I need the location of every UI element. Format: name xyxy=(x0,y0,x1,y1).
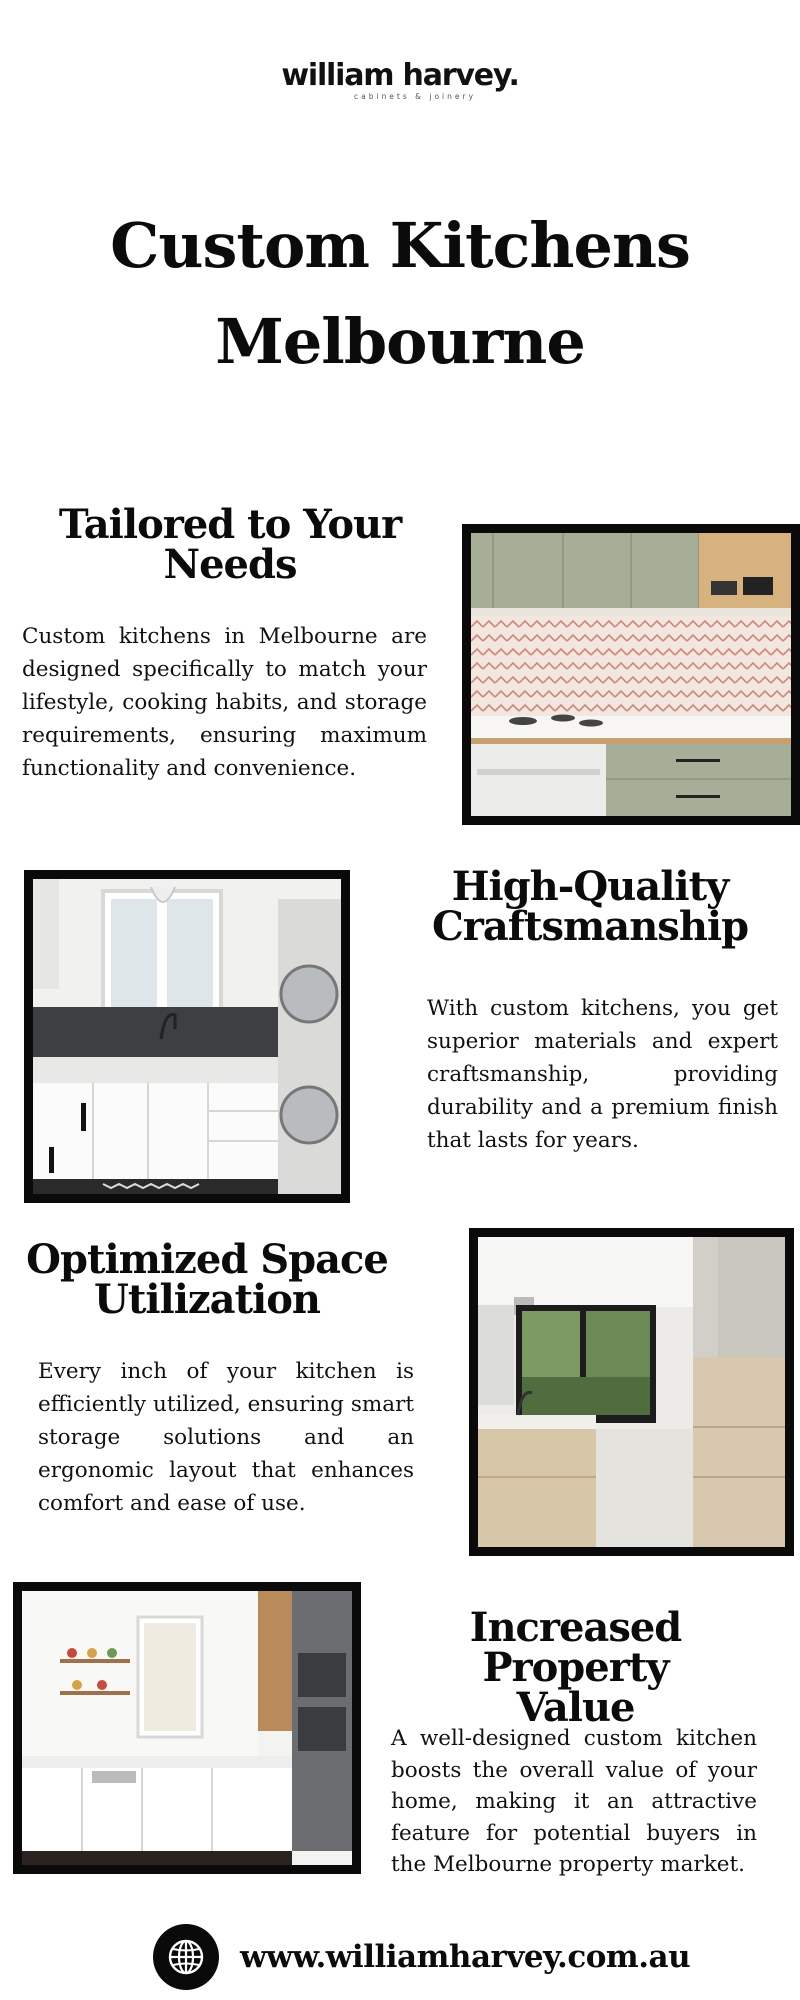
section-2-heading xyxy=(385,863,795,950)
kitchen-photo-white-window-image xyxy=(33,879,341,1194)
website-link[interactable]: www.williamharvey.com.au xyxy=(240,1939,691,1975)
globe-badge[interactable] xyxy=(153,1924,219,1990)
kitchen-photo-green-cabinets-image xyxy=(471,533,791,816)
kitchen-photo-white-window xyxy=(24,870,350,1203)
section-2-heading-line-2: Craftsmanship xyxy=(431,903,749,950)
section-4-heading-line-1: Increased Property xyxy=(469,1604,682,1691)
logo-tagline: cabinets & joinery xyxy=(353,92,477,101)
section-3-heading-line-1: Optimized Space xyxy=(26,1236,388,1283)
section-1-heading xyxy=(30,501,430,588)
brand-logo xyxy=(0,58,800,101)
globe-icon xyxy=(166,1937,206,1977)
kitchen-photo-island-garden xyxy=(469,1228,794,1556)
page-title-line-1: Custom Kitchens xyxy=(110,209,690,282)
section-1-text: Custom kitchens in Melbourne are designed specifically to match your lifestyle, cooking habits, and storage requirements, ensuring maximum functionality and convenience. xyxy=(22,624,427,781)
section-2-text: With custom kitchens, you get superior materials and expert craftsmanship, providing durability and a premium finish that lasts for years. xyxy=(427,996,778,1153)
section-3-heading xyxy=(22,1236,392,1323)
page-title-line-2: Melbourne xyxy=(215,305,585,378)
section-4-heading-line-2: Value xyxy=(516,1684,635,1731)
section-4-heading xyxy=(378,1604,773,1731)
kitchen-photo-green-cabinets xyxy=(462,524,800,825)
section-1-heading-line-1: Tailored to Your xyxy=(58,501,402,548)
section-2-heading-line-1: High-Quality xyxy=(451,863,729,910)
section-3-text: Every inch of your kitchen is efficiently utilized, ensuring smart storage solutions and an ergonomic layout that enhances comfort and ease of use. xyxy=(38,1359,414,1516)
section-1-heading-line-2: Needs xyxy=(163,541,297,588)
kitchen-photo-island-garden-image xyxy=(478,1237,785,1547)
section-3-heading-line-2: Utilization xyxy=(93,1276,320,1323)
kitchen-photo-white-timber xyxy=(13,1582,361,1874)
section-4-text: A well-designed custom kitchen boosts the overall value of your home, making it an attractive feature for potential buyers in the Melbourne property market. xyxy=(391,1726,757,1877)
logo-name: william harvey. xyxy=(281,58,519,93)
kitchen-photo-white-timber-image xyxy=(22,1591,352,1865)
page-title xyxy=(0,198,800,390)
